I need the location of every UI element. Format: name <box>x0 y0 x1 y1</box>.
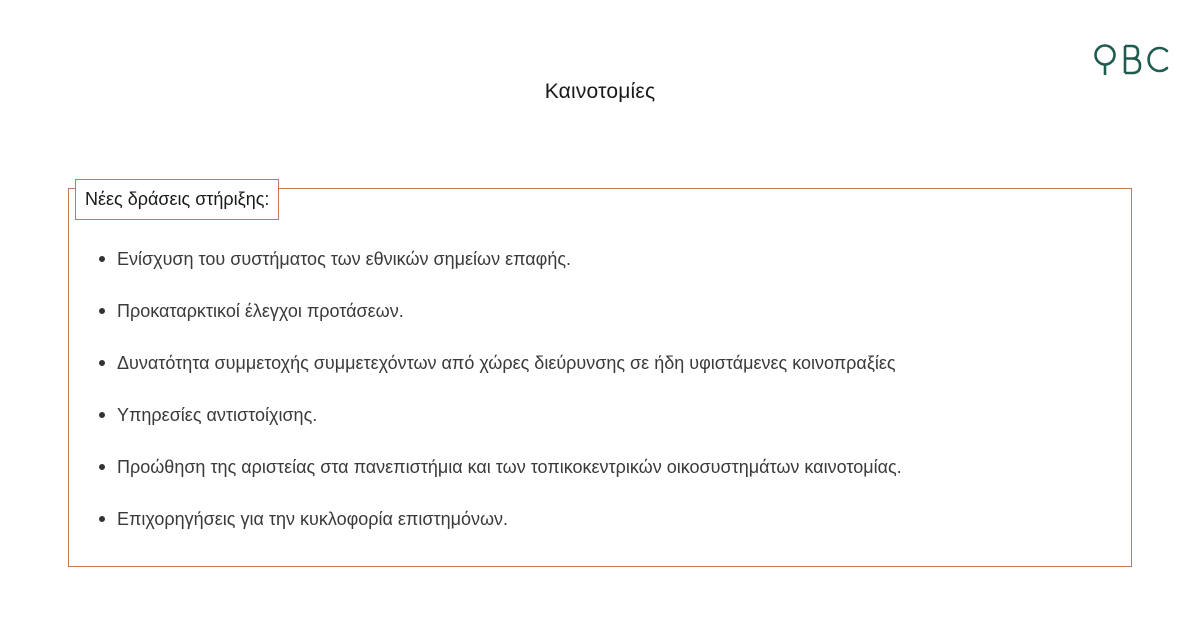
list-item-text: Δυνατότητα συμμετοχής συμμετεχόντων από χώρες διεύρυνσης σε ήδη υφιστάμενες κοινοπραξίες <box>117 353 896 373</box>
bullet-icon <box>99 308 105 314</box>
list-item-text: Επιχορηγήσεις για την κυκλοφορία επιστημόνων. <box>117 509 509 529</box>
qbc-logo <box>1094 43 1170 77</box>
list-item <box>97 298 1117 350</box>
panel-label: Νέες δράσεις στήριξης: <box>75 179 279 220</box>
bullet-icon <box>99 360 105 366</box>
list-item <box>97 506 1117 558</box>
support-actions-list <box>97 246 1117 558</box>
list-item-text: Προώθηση της αριστείας στα πανεπιστήμια και των τοπικοκεντρικών οικοσυστημάτων καινοτομίας. <box>117 457 902 477</box>
list-item <box>97 350 1117 402</box>
list-item <box>97 402 1117 454</box>
page-title: Καινοτομίες <box>544 80 656 103</box>
list-item-text: Ενίσχυση του συστήματος των εθνικών σημείων επαφής. <box>117 249 572 269</box>
bullet-icon <box>99 256 105 262</box>
list-item <box>97 454 1117 506</box>
bullet-icon <box>99 464 105 470</box>
bullet-icon <box>99 516 105 522</box>
bullet-icon <box>99 412 105 418</box>
list-item <box>97 246 1117 298</box>
list-item-text: Προκαταρκτικοί έλεγχοι προτάσεων. <box>117 301 404 321</box>
list-item-text: Υπηρεσίες αντιστοίχισης. <box>117 405 318 425</box>
